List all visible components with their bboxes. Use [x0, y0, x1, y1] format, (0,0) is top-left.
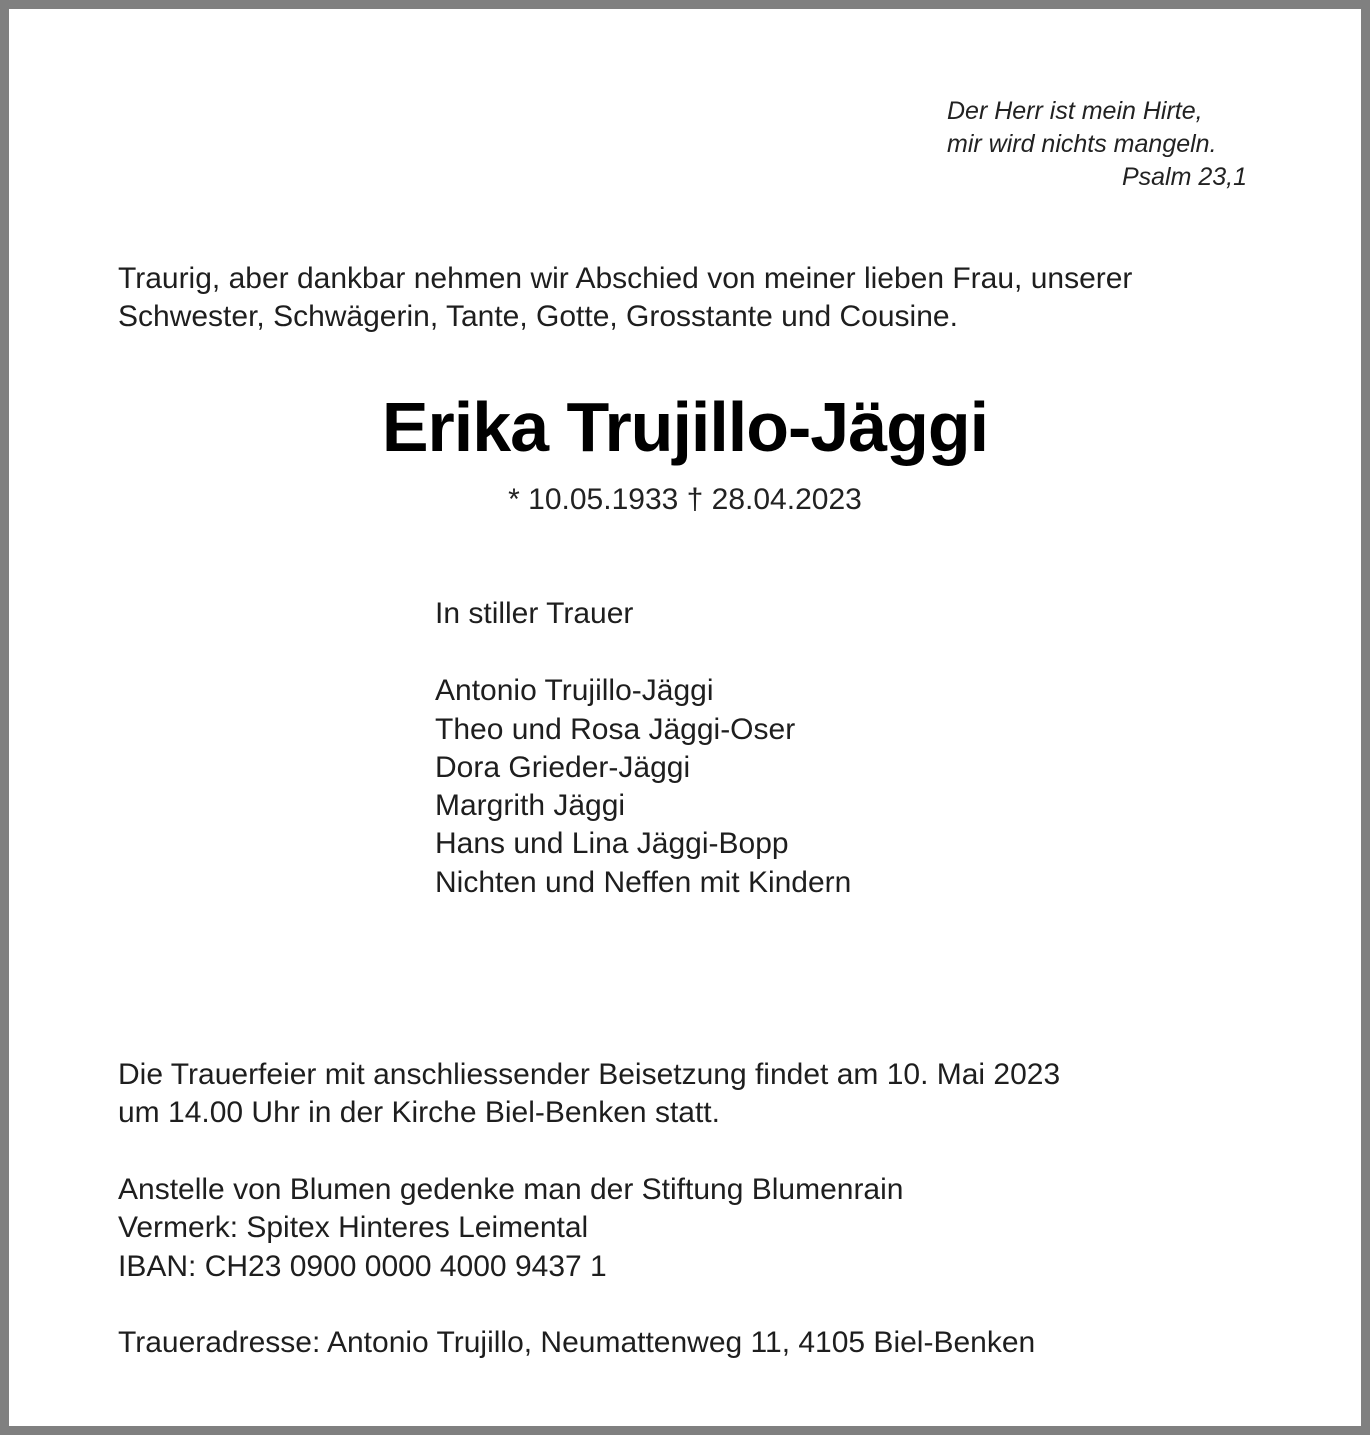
intro-line: Schwester, Schwägerin, Tante, Gotte, Grosstante und Cousine.	[118, 300, 958, 333]
obituary-page	[9, 9, 1361, 1426]
psalm-reference: Psalm 23,1	[1121, 163, 1247, 191]
deceased-name: Erika Trujillo-Jäggi	[381, 388, 989, 466]
mourner-name: Margrith Jäggi	[435, 789, 626, 823]
mourners-list	[435, 595, 851, 902]
donation-iban: IBAN: CH23 0900 0000 4000 9437 1	[118, 1249, 607, 1283]
intro-line: Traurig, aber dankbar nehmen wir Abschied von meiner lieben Frau, unserer	[118, 262, 1133, 295]
mourner-name: Theo und Rosa Jäggi-Oser	[435, 712, 796, 746]
psalm-line: Der Herr ist mein Hirte,	[947, 97, 1203, 125]
psalm-line: mir wird nichts mangeln.	[947, 130, 1217, 158]
donation-info	[118, 1171, 903, 1286]
mourners-heading: In stiller Trauer	[435, 597, 634, 630]
psalm-quote	[947, 95, 1247, 194]
intro-text	[118, 260, 1268, 336]
mourner-name: Antonio Trujillo-Jäggi	[435, 674, 714, 708]
mourner-name: Dora Grieder-Jäggi	[435, 750, 691, 784]
mourner-name: Hans und Lina Jäggi-Bopp	[435, 827, 789, 861]
mourner-name: Nichten und Neffen mit Kindern	[435, 865, 852, 899]
service-info	[118, 1056, 1318, 1132]
life-dates: * 10.05.1933 † 28.04.2023	[508, 483, 862, 516]
mourning-address: Traueradresse: Antonio Trujillo, Neumattenweg 11, 4105 Biel-Benken	[118, 1326, 1036, 1359]
donation-line: Vermerk: Spitex Hinteres Leimental	[118, 1211, 589, 1245]
donation-line: Anstelle von Blumen gedenke man der Stiftung Blumenrain	[118, 1173, 904, 1206]
service-line: um 14.00 Uhr in der Kirche Biel-Benken statt.	[118, 1096, 720, 1129]
service-line: Die Trauerfeier mit anschliessender Beisetzung findet am 10. Mai 2023	[118, 1058, 1061, 1091]
